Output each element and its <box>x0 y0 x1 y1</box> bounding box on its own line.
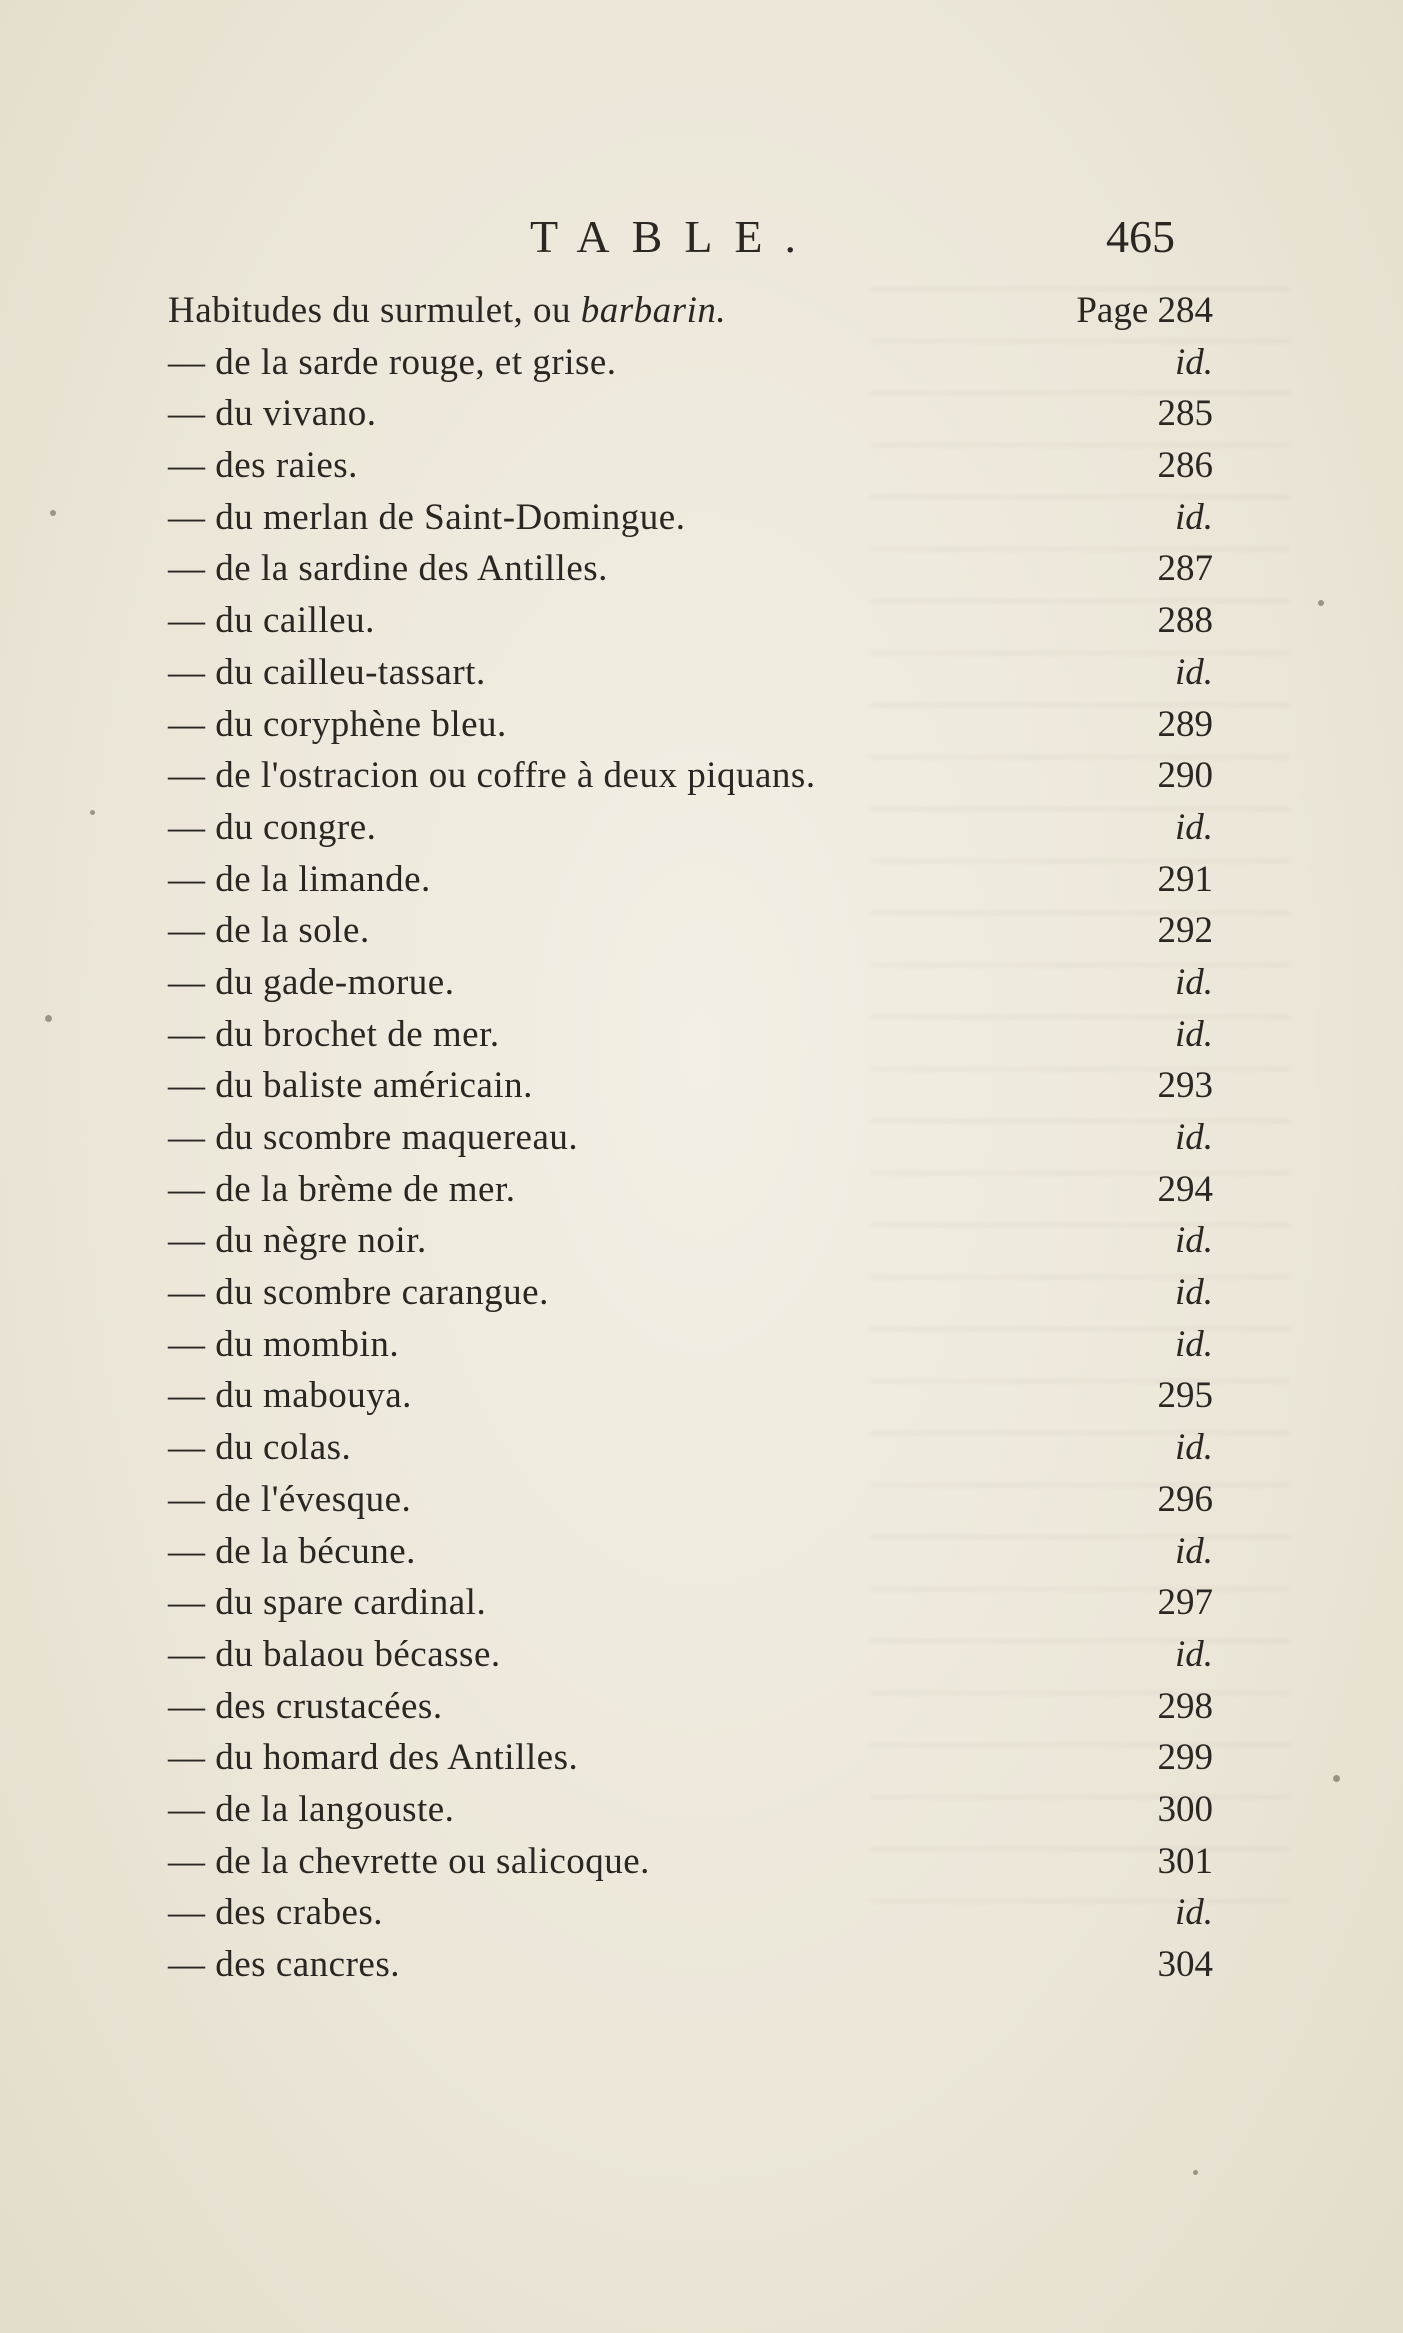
toc-entry-text: — du cailleu-tassart. <box>168 651 486 693</box>
paper-speck <box>50 510 56 516</box>
paper-speck <box>1193 2170 1198 2175</box>
toc-entry-page: id. <box>1174 1530 1213 1572</box>
toc-entry-text: — des crabes. <box>168 1892 384 1934</box>
toc-entry-text: — de l'ostracion ou coffre à deux piquans. <box>168 755 816 797</box>
page-number: 465 <box>1106 211 1175 262</box>
toc-entry-page: Page 284 <box>1076 290 1213 331</box>
toc-entry <box>168 1112 1213 1164</box>
toc-entry <box>168 802 1213 854</box>
toc-entry-text: — du merlan de Saint-Domingue. <box>168 496 686 538</box>
toc-entry-text: — de la sole. <box>168 910 370 952</box>
toc-entry <box>168 1319 1213 1371</box>
toc-entry <box>168 1060 1213 1112</box>
toc-entry <box>168 1215 1213 1267</box>
paper-speck <box>90 810 95 815</box>
toc-entry-text: — du brochet de mer. <box>168 1013 500 1055</box>
toc-entry <box>168 543 1213 595</box>
toc-entry-page: id. <box>1174 806 1213 848</box>
toc-entry-text: — du baliste américain. <box>168 1065 533 1107</box>
toc-entry <box>168 1009 1213 1061</box>
toc-entry-page: 286 <box>1157 445 1213 487</box>
toc-entry-text: — du spare cardinal. <box>168 1582 487 1624</box>
toc-entry <box>168 647 1213 699</box>
toc-entry-page: 304 <box>1157 1944 1213 1985</box>
toc-entry <box>168 1681 1213 1733</box>
toc-entry-page: id. <box>1174 1427 1213 1469</box>
toc-entry-page: 285 <box>1157 393 1213 435</box>
toc-entry-page: id. <box>1174 496 1213 538</box>
toc-entry-text: — du colas. <box>168 1427 352 1469</box>
toc-entry <box>168 1474 1213 1526</box>
toc-entry-page: 293 <box>1157 1065 1213 1107</box>
toc-entry-text: — de la bécune. <box>168 1530 416 1572</box>
toc-entry-text: — du mabouya. <box>168 1375 412 1417</box>
toc-entry <box>168 1526 1213 1578</box>
toc-entry-text <box>168 285 726 337</box>
toc-entry-prefix: Habitudes du surmulet, ou <box>168 290 581 331</box>
toc-entry-page: id. <box>1174 961 1213 1003</box>
toc-entry-page: id. <box>1174 651 1213 693</box>
toc-entry <box>168 285 1213 337</box>
toc-entry-page: 294 <box>1157 1168 1213 1210</box>
toc-entry-page: 290 <box>1157 755 1213 797</box>
toc-entry <box>168 492 1213 544</box>
toc-entry <box>168 699 1213 751</box>
toc-entry-text: — de la brème de mer. <box>168 1168 516 1210</box>
toc-entry <box>168 595 1213 647</box>
toc-entry <box>168 1577 1213 1629</box>
toc-entry <box>168 1629 1213 1681</box>
toc-entry-page: id. <box>1174 1220 1213 1262</box>
toc-entry <box>168 1370 1213 1422</box>
paper-speck <box>45 1015 52 1022</box>
paper-speck <box>1318 600 1324 606</box>
toc-entry <box>168 1836 1213 1888</box>
toc-entry-page: 296 <box>1157 1478 1213 1520</box>
toc-entry-text: — de la langouste. <box>168 1788 455 1830</box>
page-header <box>170 210 1185 270</box>
toc-entry <box>168 854 1213 906</box>
table-of-contents <box>168 285 1213 1991</box>
toc-entry-page: 291 <box>1157 858 1213 900</box>
toc-entry-text: — de la sardine des Antilles. <box>168 548 608 590</box>
toc-entry-page: id. <box>1174 1892 1213 1934</box>
toc-entry-text: — des raies. <box>168 445 358 487</box>
toc-entry-text: — du nègre noir. <box>168 1220 427 1262</box>
running-title: TABLE. <box>530 211 819 262</box>
toc-entry-page: 297 <box>1157 1582 1213 1624</box>
toc-entry-page: 287 <box>1157 548 1213 590</box>
toc-entry-page: id. <box>1174 1323 1213 1365</box>
toc-entry-text: — du coryphène bleu. <box>168 703 507 745</box>
toc-entry-page: 295 <box>1157 1375 1213 1417</box>
toc-entry-page: 289 <box>1157 703 1213 745</box>
toc-entry-page: 299 <box>1157 1737 1213 1779</box>
toc-entry <box>168 1164 1213 1216</box>
toc-entry-text: — du vivano. <box>168 393 377 435</box>
toc-entry-text: — de l'évesque. <box>168 1478 412 1520</box>
toc-entry-text: — du scombre maquereau. <box>168 1117 579 1158</box>
toc-entry-page: id. <box>1174 341 1213 383</box>
toc-entry-page: 301 <box>1157 1840 1213 1882</box>
toc-entry-page: id. <box>1174 1117 1213 1158</box>
toc-entry <box>168 1939 1213 1991</box>
toc-entry <box>168 388 1213 440</box>
toc-entry <box>168 957 1213 1009</box>
paper-speck <box>1333 1775 1340 1782</box>
toc-entry-italic: barbarin. <box>580 290 727 331</box>
toc-entry-text: — du gade-morue. <box>168 961 455 1003</box>
toc-entry-text: — de la sarde rouge, et grise. <box>168 341 617 383</box>
toc-entry <box>168 1784 1213 1836</box>
toc-entry-text: — du cailleu. <box>168 600 375 642</box>
toc-entry <box>168 1732 1213 1784</box>
toc-entry-page: 288 <box>1157 600 1213 642</box>
toc-entry-page: 298 <box>1157 1685 1213 1727</box>
toc-entry <box>168 440 1213 492</box>
toc-entry <box>168 1422 1213 1474</box>
toc-entry <box>168 1267 1213 1319</box>
toc-entry-page: id. <box>1174 1013 1213 1055</box>
toc-entry-text: — du mombin. <box>168 1323 400 1365</box>
toc-entry-text: — des crustacées. <box>168 1685 443 1727</box>
toc-entry-text: — de la limande. <box>168 858 431 900</box>
toc-entry <box>168 905 1213 957</box>
toc-entry-page: id. <box>1174 1272 1213 1314</box>
toc-entry <box>168 337 1213 389</box>
toc-entry-page: id. <box>1174 1633 1213 1675</box>
toc-entry-page: 300 <box>1157 1788 1213 1830</box>
toc-entry <box>168 1887 1213 1939</box>
toc-entry-page: 292 <box>1157 910 1213 952</box>
toc-entry-text: — du congre. <box>168 806 377 848</box>
toc-entry-text: — du scombre carangue. <box>168 1272 549 1314</box>
toc-entry-text: — de la chevrette ou salicoque. <box>168 1840 650 1882</box>
toc-entry-text: — des cancres. <box>168 1944 400 1985</box>
toc-entry-text: — du balaou bécasse. <box>168 1633 501 1675</box>
toc-entry-text: — du homard des Antilles. <box>168 1737 579 1779</box>
toc-entry <box>168 750 1213 802</box>
